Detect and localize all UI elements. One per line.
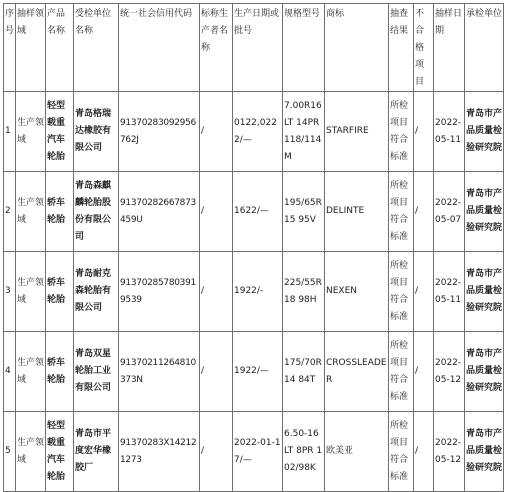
cell-producer: / bbox=[200, 412, 233, 492]
header-credit-code: 统一社会信用代码 bbox=[119, 4, 200, 92]
cell-spec: 225/55R18 98H bbox=[283, 252, 325, 332]
cell-batch: 0122,0222/— bbox=[233, 92, 283, 172]
header-result: 抽查结果 bbox=[389, 4, 414, 92]
table-header-row bbox=[4, 4, 504, 92]
cell-defects: / bbox=[414, 92, 434, 172]
cell-defects: / bbox=[414, 332, 434, 412]
cell-producer: / bbox=[200, 252, 233, 332]
cell-result: 所检项目符合标准 bbox=[389, 172, 414, 252]
header-no: 序号 bbox=[4, 4, 16, 92]
cell-batch: 2022-01-17/— bbox=[233, 412, 283, 492]
cell-field: 生产领域 bbox=[16, 172, 46, 252]
header-inspector: 承检单位 bbox=[465, 4, 504, 92]
cell-spec: 195/65R15 95V bbox=[283, 172, 325, 252]
header-brand: 商标 bbox=[325, 4, 389, 92]
cell-field: 生产领域 bbox=[16, 252, 46, 332]
cell-product: 轿车轮胎 bbox=[46, 172, 74, 252]
cell-credit-code: 91370283092956762J bbox=[119, 92, 200, 172]
header-spec: 规格型号 bbox=[283, 4, 325, 92]
header-company: 受检单位名称 bbox=[74, 4, 119, 92]
cell-company: 青岛森麒麟轮胎股份有限公司 bbox=[74, 172, 119, 252]
header-producer: 标称生产者名称 bbox=[200, 4, 233, 92]
cell-defects: / bbox=[414, 172, 434, 252]
cell-defects: / bbox=[414, 252, 434, 332]
cell-producer: / bbox=[200, 332, 233, 412]
cell-product: 轻型载重汽车轮胎 bbox=[46, 92, 74, 172]
cell-date: 2022-05-11 bbox=[434, 92, 465, 172]
cell-no: 5 bbox=[4, 412, 16, 492]
cell-inspector: 青岛市产品质量检验研究院 bbox=[465, 172, 504, 252]
cell-result: 所检项目符合标准 bbox=[389, 92, 414, 172]
cell-batch: 1922/- bbox=[233, 252, 283, 332]
cell-inspector: 青岛市产品质量检验研究院 bbox=[465, 252, 504, 332]
cell-no: 4 bbox=[4, 332, 16, 412]
cell-batch: 1922/— bbox=[233, 332, 283, 412]
cell-result: 所检项目符合标准 bbox=[389, 412, 414, 492]
header-defects: 不合格项目 bbox=[414, 4, 434, 92]
cell-date: 2022-05-12 bbox=[434, 332, 465, 412]
cell-product: 轿车轮胎 bbox=[46, 332, 74, 412]
table-row bbox=[4, 252, 504, 332]
cell-defects: / bbox=[414, 412, 434, 492]
header-date: 抽样日期 bbox=[434, 4, 465, 92]
cell-date: 2022-05-11 bbox=[434, 252, 465, 332]
cell-result: 所检项目符合标准 bbox=[389, 252, 414, 332]
cell-no: 2 bbox=[4, 172, 16, 252]
cell-producer: / bbox=[200, 172, 233, 252]
cell-field: 生产领域 bbox=[16, 332, 46, 412]
header-product: 产品名称 bbox=[46, 4, 74, 92]
cell-date: 2022-05-12 bbox=[434, 412, 465, 492]
header-field: 抽样领域 bbox=[16, 4, 46, 92]
cell-inspector: 青岛市产品质量检验研究院 bbox=[465, 412, 504, 492]
cell-company: 青岛耐克森轮胎有限公司 bbox=[74, 252, 119, 332]
cell-brand: CROSSLEADER bbox=[325, 332, 389, 412]
table-row bbox=[4, 172, 504, 252]
cell-spec: 7.00R16LT 14PR 118/114M bbox=[283, 92, 325, 172]
cell-company: 青岛双星轮胎工业有限公司 bbox=[74, 332, 119, 412]
cell-spec: 6.50-16LT 8PR 102/98K bbox=[283, 412, 325, 492]
cell-brand: DELINTE bbox=[325, 172, 389, 252]
cell-field: 生产领域 bbox=[16, 412, 46, 492]
table-row bbox=[4, 92, 504, 172]
cell-spec: 175/70R14 84T bbox=[283, 332, 325, 412]
table-row bbox=[4, 412, 504, 492]
cell-product: 轻型载重汽车轮胎 bbox=[46, 412, 74, 492]
cell-inspector: 青岛市产品质量检验研究院 bbox=[465, 92, 504, 172]
cell-credit-code: 91370282667873459U bbox=[119, 172, 200, 252]
cell-inspector: 青岛市产品质量检验研究院 bbox=[465, 332, 504, 412]
cell-credit-code: 913702857803919539 bbox=[119, 252, 200, 332]
cell-no: 3 bbox=[4, 252, 16, 332]
cell-field: 生产领域 bbox=[16, 92, 46, 172]
cell-company: 青岛格瑞达橡胶有限公司 bbox=[74, 92, 119, 172]
cell-brand: STARFIRE bbox=[325, 92, 389, 172]
cell-brand: 欧美亚 bbox=[325, 412, 389, 492]
cell-brand: NEXEN bbox=[325, 252, 389, 332]
cell-credit-code: 91370283X142121273 bbox=[119, 412, 200, 492]
cell-credit-code: 91370211264810373N bbox=[119, 332, 200, 412]
cell-batch: 1622/— bbox=[233, 172, 283, 252]
table-row bbox=[4, 332, 504, 412]
inspection-results-table bbox=[3, 3, 504, 492]
cell-result: 所检项目符合标准 bbox=[389, 332, 414, 412]
cell-product: 轿车轮胎 bbox=[46, 252, 74, 332]
cell-producer: / bbox=[200, 92, 233, 172]
cell-no: 1 bbox=[4, 92, 16, 172]
cell-company: 青岛市平度宏华橡胶厂 bbox=[74, 412, 119, 492]
cell-date: 2022-05-07 bbox=[434, 172, 465, 252]
header-batch: 生产日期或批号 bbox=[233, 4, 283, 92]
